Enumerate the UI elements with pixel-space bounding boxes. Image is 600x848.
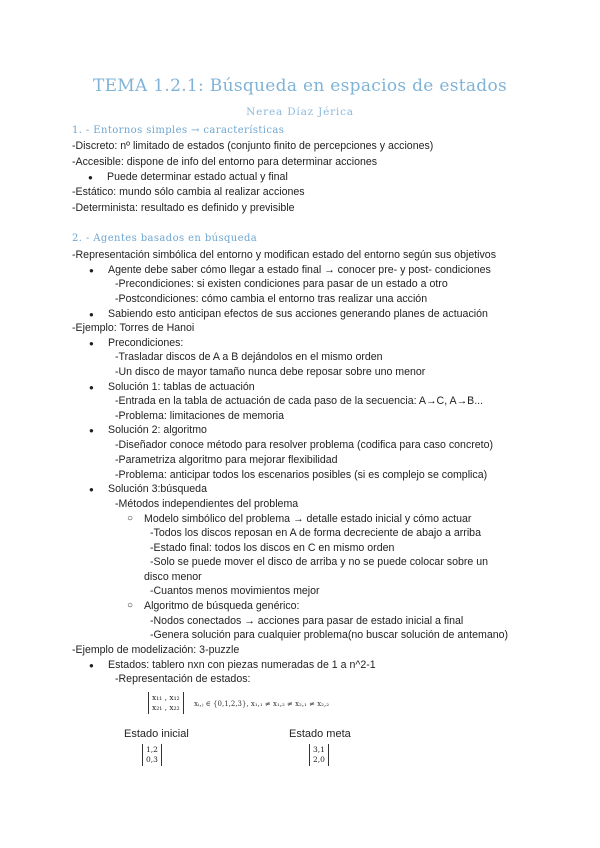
matrix-row: 2,0: [313, 755, 325, 764]
formula-condition: xᵢ,ⱼ ∈ {0,1,2,3}, x₁,₁ ≠ x₁,₂ ≠ x₂,₁ ≠ x₂,₂: [194, 700, 329, 708]
text-line: -Un disco de mayor tamaño nunca debe reposar sobre uno menor: [115, 366, 426, 378]
bullet-item: ● Precondiciones:: [108, 337, 183, 350]
text-line: -Problema: limitaciones de memoria: [115, 410, 284, 422]
text-line: -Estático: mundo sólo cambia al realizar acciones: [72, 186, 305, 198]
text-line: -Diseñador conoce método para resolver problema (codifica para caso concreto): [115, 439, 494, 451]
matrix-row: 1,2: [146, 745, 158, 754]
text-line: -Estado final: todos los discos en C en mismo orden: [150, 542, 395, 554]
text-line: -Precondiciones: si existen condiciones para pasar de un estado a otro: [115, 278, 448, 290]
bullet-item: ● Solución 2: algoritmo: [108, 424, 207, 437]
text-line: -Métodos independientes del problema: [115, 498, 299, 510]
bullet-item: ● Solución 1: tablas de actuación: [108, 381, 255, 394]
bullet-item: ● Agente debe saber cómo llegar a estado final → conocer pre- y post- condiciones: [108, 264, 491, 277]
author-name: Nerea Díaz Jérica: [246, 106, 354, 118]
initial-state-label: Estado inicial: [124, 728, 189, 740]
text-line: -Ejemplo: Torres de Hanoi: [72, 322, 195, 334]
text-line: -Nodos conectados → acciones para pasar de estado inicial a final: [150, 615, 464, 627]
sub-bullet-item: ○ Algoritmo de búsqueda genérico:: [144, 600, 299, 613]
bullet-item: ● Estados: tablero nxn con piezas numeradas de 1 a n^2-1: [108, 659, 376, 672]
section-heading-2: 2. - Agentes basados en búsqueda: [72, 233, 258, 244]
text-line: -Parametriza algoritmo para mejorar flexibilidad: [115, 454, 338, 466]
initial-state-matrix: [142, 744, 162, 766]
goal-state-matrix: [309, 744, 329, 766]
text-line: -Postcondiciones: cómo cambia el entorno tras realizar una acción: [115, 293, 428, 305]
matrix-row: 0,3: [146, 755, 158, 764]
text-line: -Todos los discos reposan en A de forma decreciente de abajo a arriba: [150, 527, 481, 539]
goal-state-label: Estado meta: [289, 728, 351, 740]
sub-bullet-item: ○ Modelo simbólico del problema → detalle estado inicial y cómo actuar: [144, 513, 471, 526]
text-line: -Problema: anticipar todos los escenarios posibles (si es complejo se complica): [115, 469, 488, 481]
page-title: TEMA 1.2.1: Búsqueda en espacios de estados: [92, 76, 508, 96]
text-line: -Discreto: nº limitado de estados (conjunto finito de percepciones y acciones): [72, 140, 434, 152]
section-heading-1: 1. - Entornos simples → características: [72, 125, 285, 136]
matrix-row: x₁₁ , x₁₂: [152, 693, 180, 702]
bullet-item: ● Solución 3:búsqueda: [108, 483, 207, 496]
text-line: -Solo se puede mover el disco de arriba y no se puede colocar sobre un: [150, 556, 489, 568]
matrix-row: 3,1: [313, 745, 325, 754]
bullet-item: ● Sabiendo esto anticipan efectos de sus acciones generando planes de actuación: [108, 308, 488, 321]
text-line: -Representación de estados:: [115, 673, 251, 685]
text-line: -Ejemplo de modelización: 3-puzzle: [72, 644, 240, 656]
state-matrix: [148, 692, 184, 714]
text-line: -Genera solución para cualquier problema(no buscar solución de antemano): [150, 629, 509, 641]
text-line: -Accesible: dispone de info del entorno para determinar acciones: [72, 156, 378, 168]
text-line: -Representación simbólica del entorno y modifican estado del entorno según sus objetivos: [72, 249, 496, 261]
text-line: disco menor: [144, 571, 202, 583]
text-line: -Cuantos menos movimientos mejor: [150, 585, 320, 597]
text-line: -Trasladar discos de A a B dejándolos en el mismo orden: [115, 351, 383, 363]
matrix-row: x₂₁ , x₂₂: [152, 703, 180, 712]
text-line: -Entrada en la tabla de actuación de cada paso de la secuencia: A→C, A→B...: [115, 395, 484, 407]
text-line: -Determinista: resultado es definido y previsible: [72, 202, 295, 214]
bullet-item: ● Puede determinar estado actual y final: [107, 171, 288, 184]
